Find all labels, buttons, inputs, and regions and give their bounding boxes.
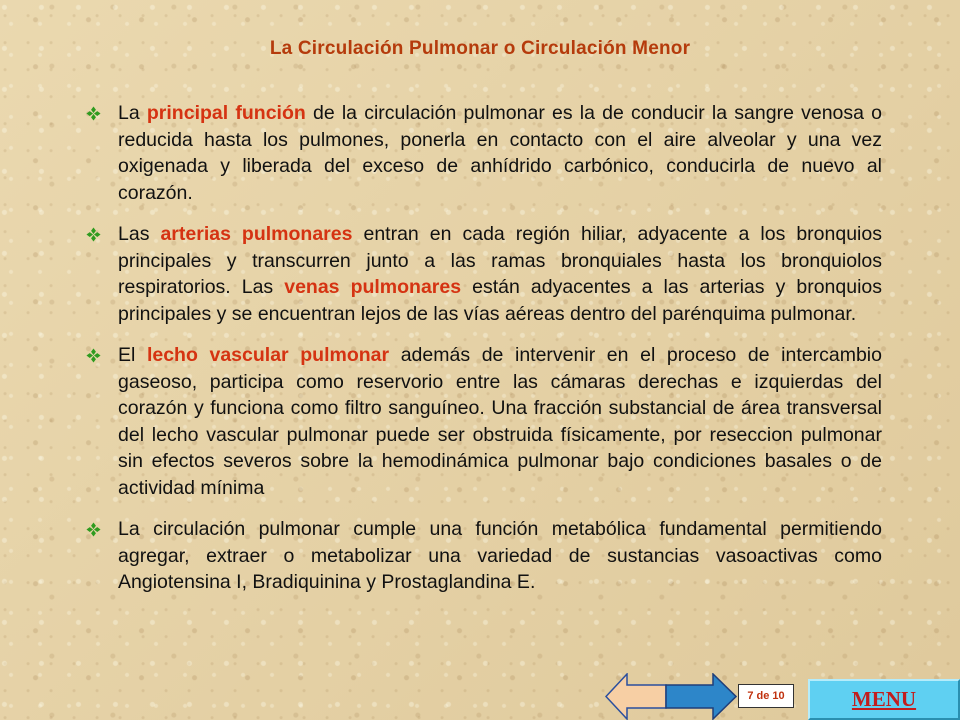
bullet-item-pulmonary-vessels	[86, 221, 882, 327]
next-slide-button[interactable]	[665, 673, 737, 720]
slide-title: La Circulación Pulmonar o Circulación Menor	[269, 38, 691, 59]
highlight-term: venas pulmonares	[284, 276, 462, 298]
bullet-text: La circulación pulmonar cumple una función metabólica fundamental permitiendo agregar, extraer o metabolizar una variedad de sustancias vasoactivas como Angiotensina I, Bradiquinina y Prostaglandina E.	[118, 518, 882, 593]
bullet-text: La	[118, 102, 147, 124]
highlight-term: principal	[146, 102, 229, 124]
bullet-text: están adyacentes a las arterias y bronquios principales y se encuentran lejos de las vías aéreas dentro del parénquima pulmonar.	[118, 276, 883, 325]
bullet-item-metabolic-function	[86, 516, 882, 596]
arrow-right-icon	[666, 674, 736, 719]
four-diamond-bullet-icon	[86, 106, 101, 121]
prev-slide-button[interactable]	[605, 673, 667, 720]
four-diamond-bullet-icon	[86, 522, 101, 537]
menu-button[interactable]: MENU	[808, 679, 960, 720]
highlight-term: lecho vascular pulmonar	[146, 344, 390, 366]
bullet-item-vascular-bed	[86, 342, 882, 501]
bullet-text: Las	[118, 223, 161, 245]
bullet-text: además de intervenir en el proceso de intercambio gaseoso, participa como reservorio entre las cámaras derechas e izquierdas del corazón y funciona como filtro sanguíneo. Una fracción substancial de área transversal del lecho vascular pulmonar puede ser obstruida físicamente, por reseccion pulmonar sin efectos severos sobre la hemodinámica pulmonar bajo condiciones basales o de actividad mínima	[118, 344, 882, 499]
bullet-text: entran en cada región hiliar, adyacente a los bronquios principales y transcurren junto a las ramas bronquiales hasta los bronquiolos respiratorios. Las	[118, 223, 882, 298]
bullet-list	[86, 100, 882, 611]
four-diamond-bullet-icon	[86, 348, 101, 363]
bullet-item-principal-function	[86, 100, 882, 206]
arrow-left-icon	[606, 674, 666, 719]
bullet-text: de la circulación pulmonar es la de conducir la sangre venosa o reducida hasta los pulmones, ponerla en contacto con el aire alveolar y una vez oxigenada y liberada del exceso de anhídrido carbónico, conducirla de nuevo al corazón.	[118, 102, 883, 204]
four-diamond-bullet-icon	[86, 227, 101, 242]
highlight-term: arterias pulmonares	[160, 223, 353, 245]
page-indicator: 7 de 10	[738, 684, 794, 708]
bullet-text: El	[118, 344, 147, 366]
highlight-term: función	[235, 102, 306, 124]
